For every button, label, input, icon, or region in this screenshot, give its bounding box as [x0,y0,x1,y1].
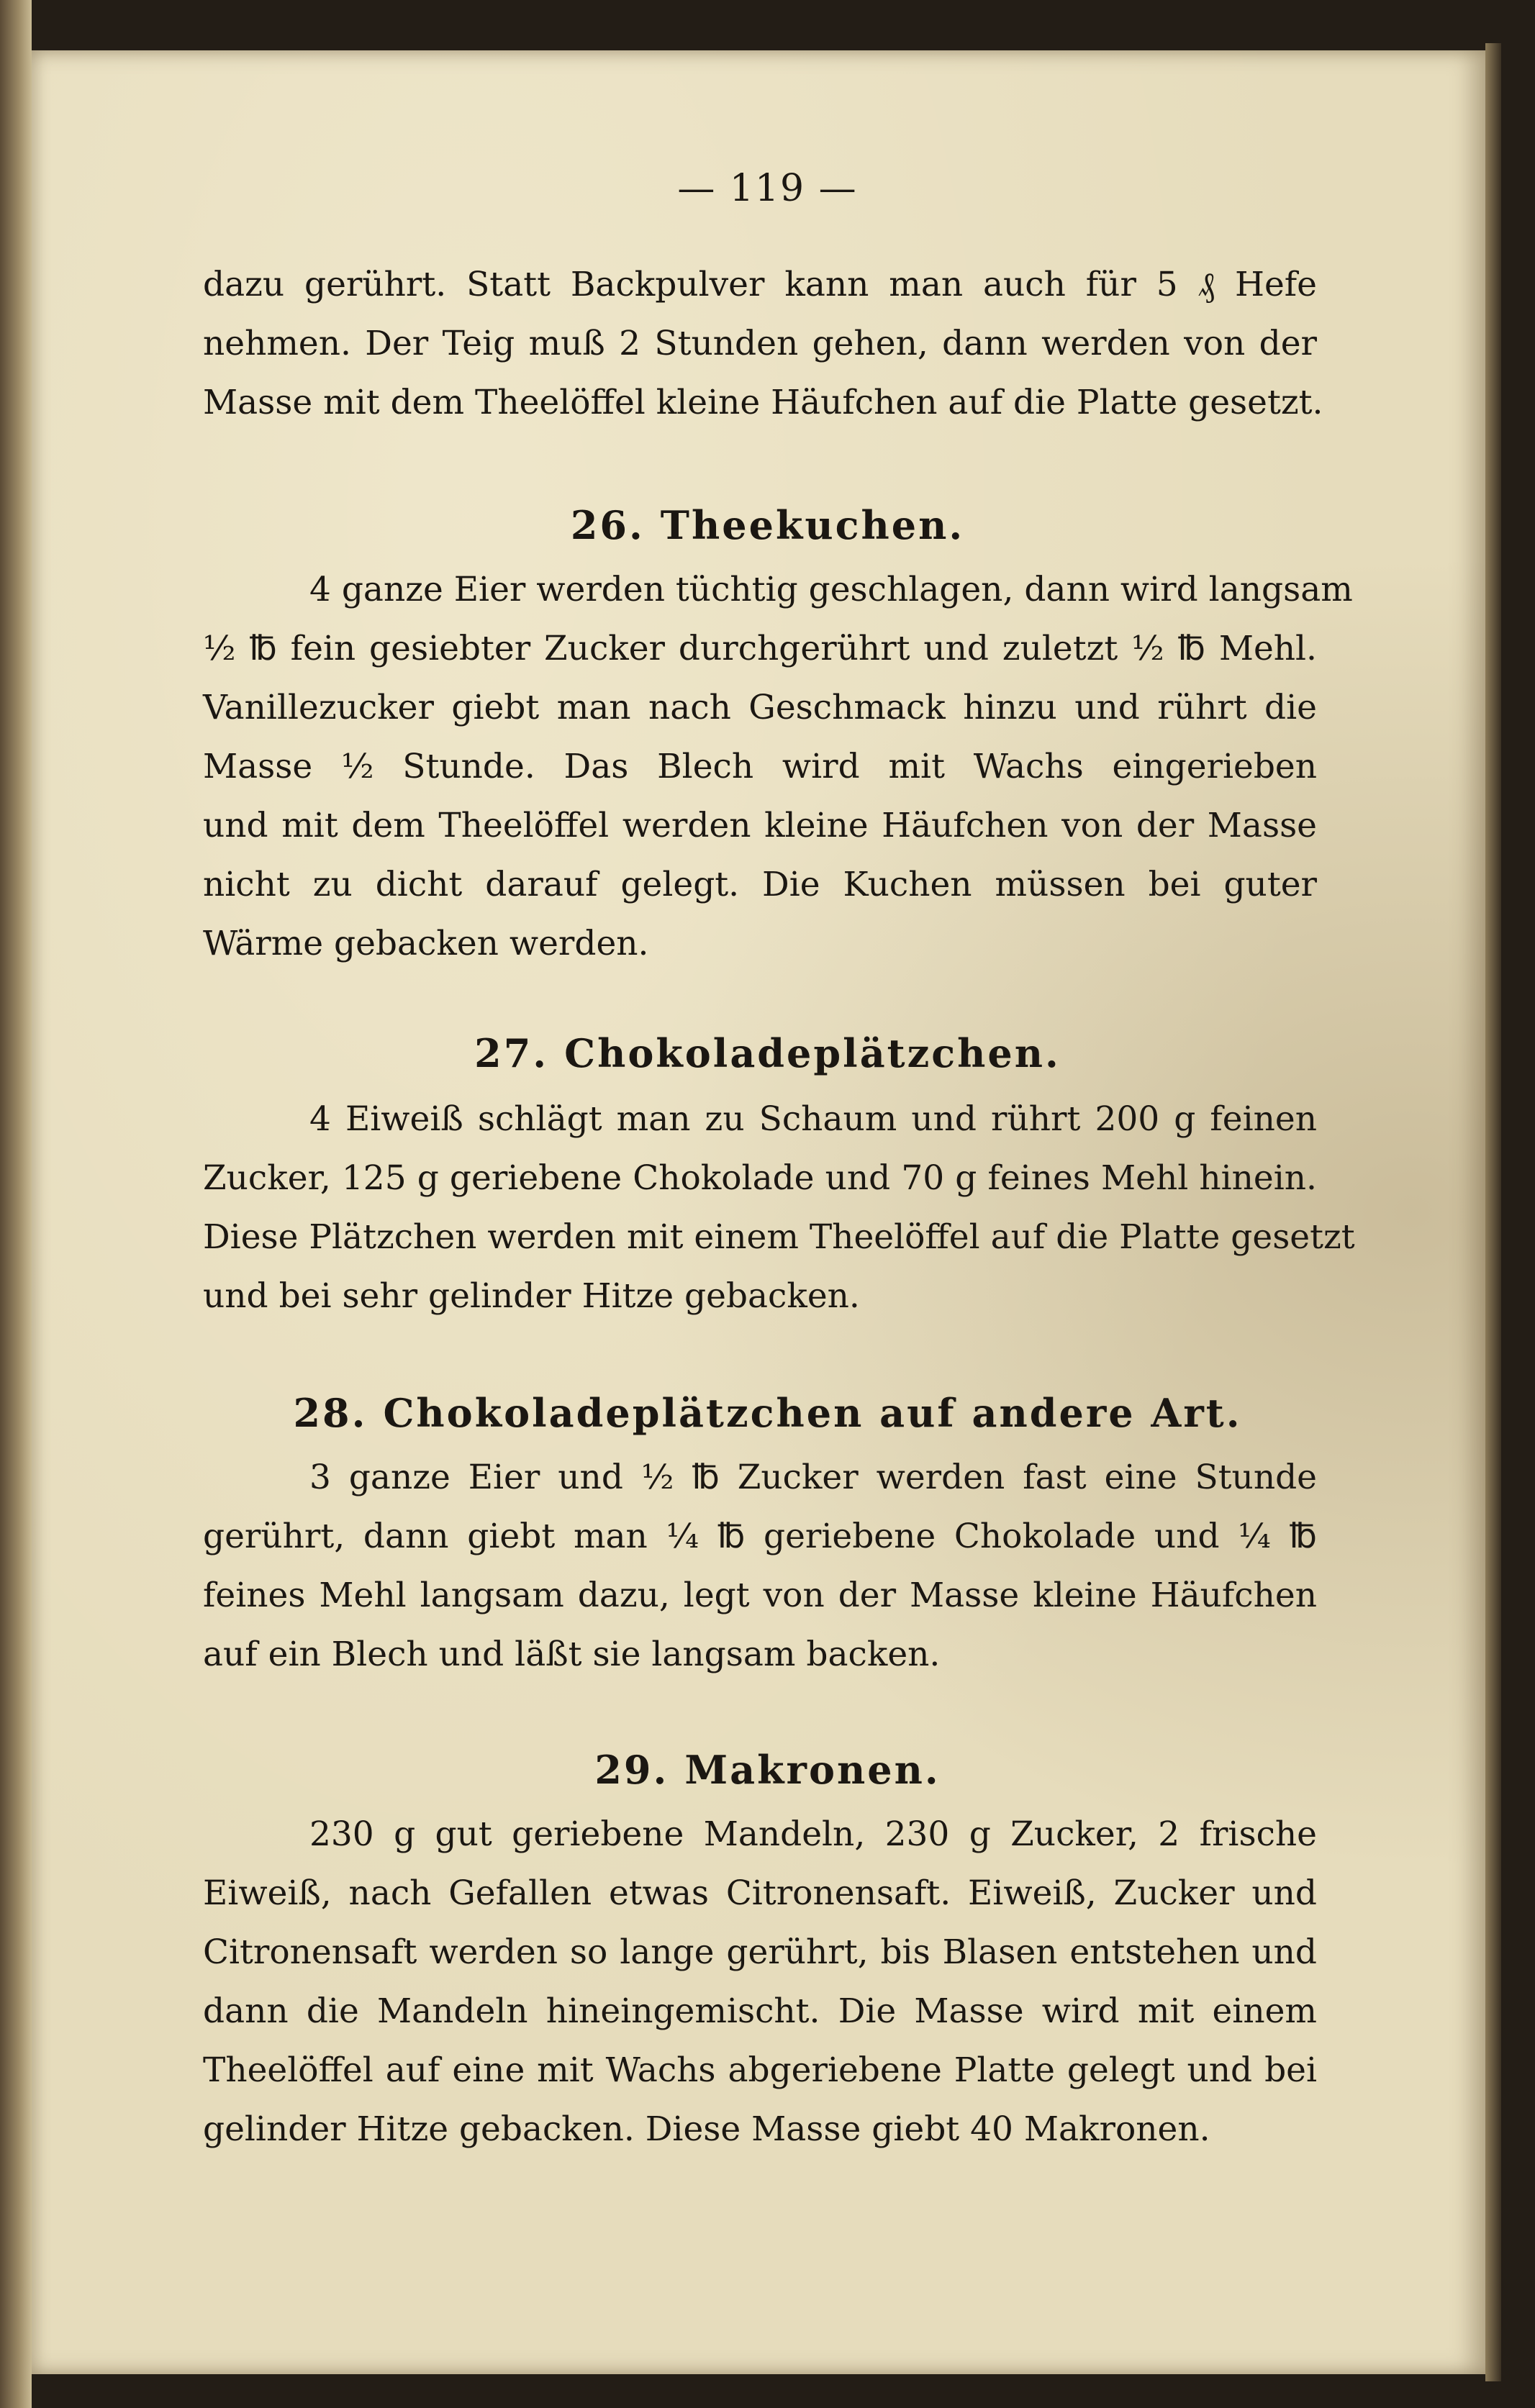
page-edge [1485,43,1501,2381]
recipe-line: auf ein Blech und läßt sie langsam backen. [203,1635,941,1674]
recipe-line: ½ ℔ fein gesiebter Zucker durchgerührt und zuletzt ½ ℔ Mehl. [203,629,1317,668]
recipe-heading-26 [0,502,1535,548]
recipe-line: Theelöffel auf eine mit Wachs abgeriebene Platte gelegt und bei [203,2050,1317,2090]
recipe-number: 27. [474,1030,549,1076]
recipe-line: nicht zu dicht darauf gelegt. Die Kuchen müssen bei guter [203,865,1317,904]
recipe-line: feines Mehl langsam dazu, legt von der Masse kleine Häufchen [203,1576,1317,1615]
recipe-heading-27 [0,1030,1535,1076]
recipe-line: dann die Mandeln hineingemischt. Die Masse wird mit einem [203,1991,1317,2031]
recipe-line: gerührt, dann giebt man ¼ ℔ geriebene Chokolade und ¼ ℔ [203,1517,1317,1556]
recipe-line: und bei sehr gelinder Hitze gebacken. [203,1276,860,1316]
recipe-line: Eiweiß, nach Gefallen etwas Citronensaft. Eiweiß, Zucker und [203,1873,1317,1913]
recipe-line: und mit dem Theelöffel werden kleine Häufchen von der Masse [203,806,1317,845]
recipe-heading-29 [0,1747,1535,1793]
recipe-line: 3 ganze Eier und ½ ℔ Zucker werden fast eine Stunde [309,1458,1317,1497]
intro-line: dazu gerührt. Statt Backpulver kann man auch für 5 ₰ Hefe [203,265,1317,304]
recipe-line: Masse ½ Stunde. Das Blech wird mit Wachs eingerieben [203,747,1317,786]
recipe-line: 4 Eiweiß schlägt man zu Schaum und rührt 200 g feinen [309,1099,1317,1139]
recipe-number: 26. [570,502,645,548]
page-number: — 119 — [677,167,858,210]
recipe-line: Zucker, 125 g geriebene Chokolade und 70 g feines Mehl hinein. [203,1158,1317,1198]
book-gutter [0,0,32,2408]
intro-line: Masse mit dem Theelöffel kleine Häufchen auf die Platte gesetzt. [203,383,1323,422]
recipe-title: Chokoladeplätzchen auf andere Art. [383,1390,1242,1436]
recipe-title: Theekuchen. [660,502,965,548]
recipe-line: 230 g gut geriebene Mandeln, 230 g Zucker, 2 frische [309,1814,1317,1854]
recipe-line: Diese Plätzchen werden mit einem Theelöffel auf die Platte gesetzt [203,1217,1355,1257]
recipe-line: Citronensaft werden so lange gerührt, bis Blasen entstehen und [203,1932,1317,1972]
recipe-line: Wärme gebacken werden. [203,924,649,963]
recipe-line: Vanillezucker giebt man nach Geschmack hinzu und rührt die [203,688,1317,727]
recipe-heading-28 [0,1390,1535,1436]
recipe-number: 28. [293,1390,368,1436]
recipe-line: 4 ganze Eier werden tüchtig geschlagen, dann wird langsam [309,570,1353,609]
intro-line: nehmen. Der Teig muß 2 Stunden gehen, dann werden von der [203,324,1317,363]
recipe-line: gelinder Hitze gebacken. Diese Masse giebt 40 Makronen. [203,2109,1210,2149]
recipe-title: Makronen. [684,1747,941,1793]
recipe-number: 29. [594,1747,669,1793]
recipe-title: Chokoladeplätzchen. [564,1030,1061,1076]
